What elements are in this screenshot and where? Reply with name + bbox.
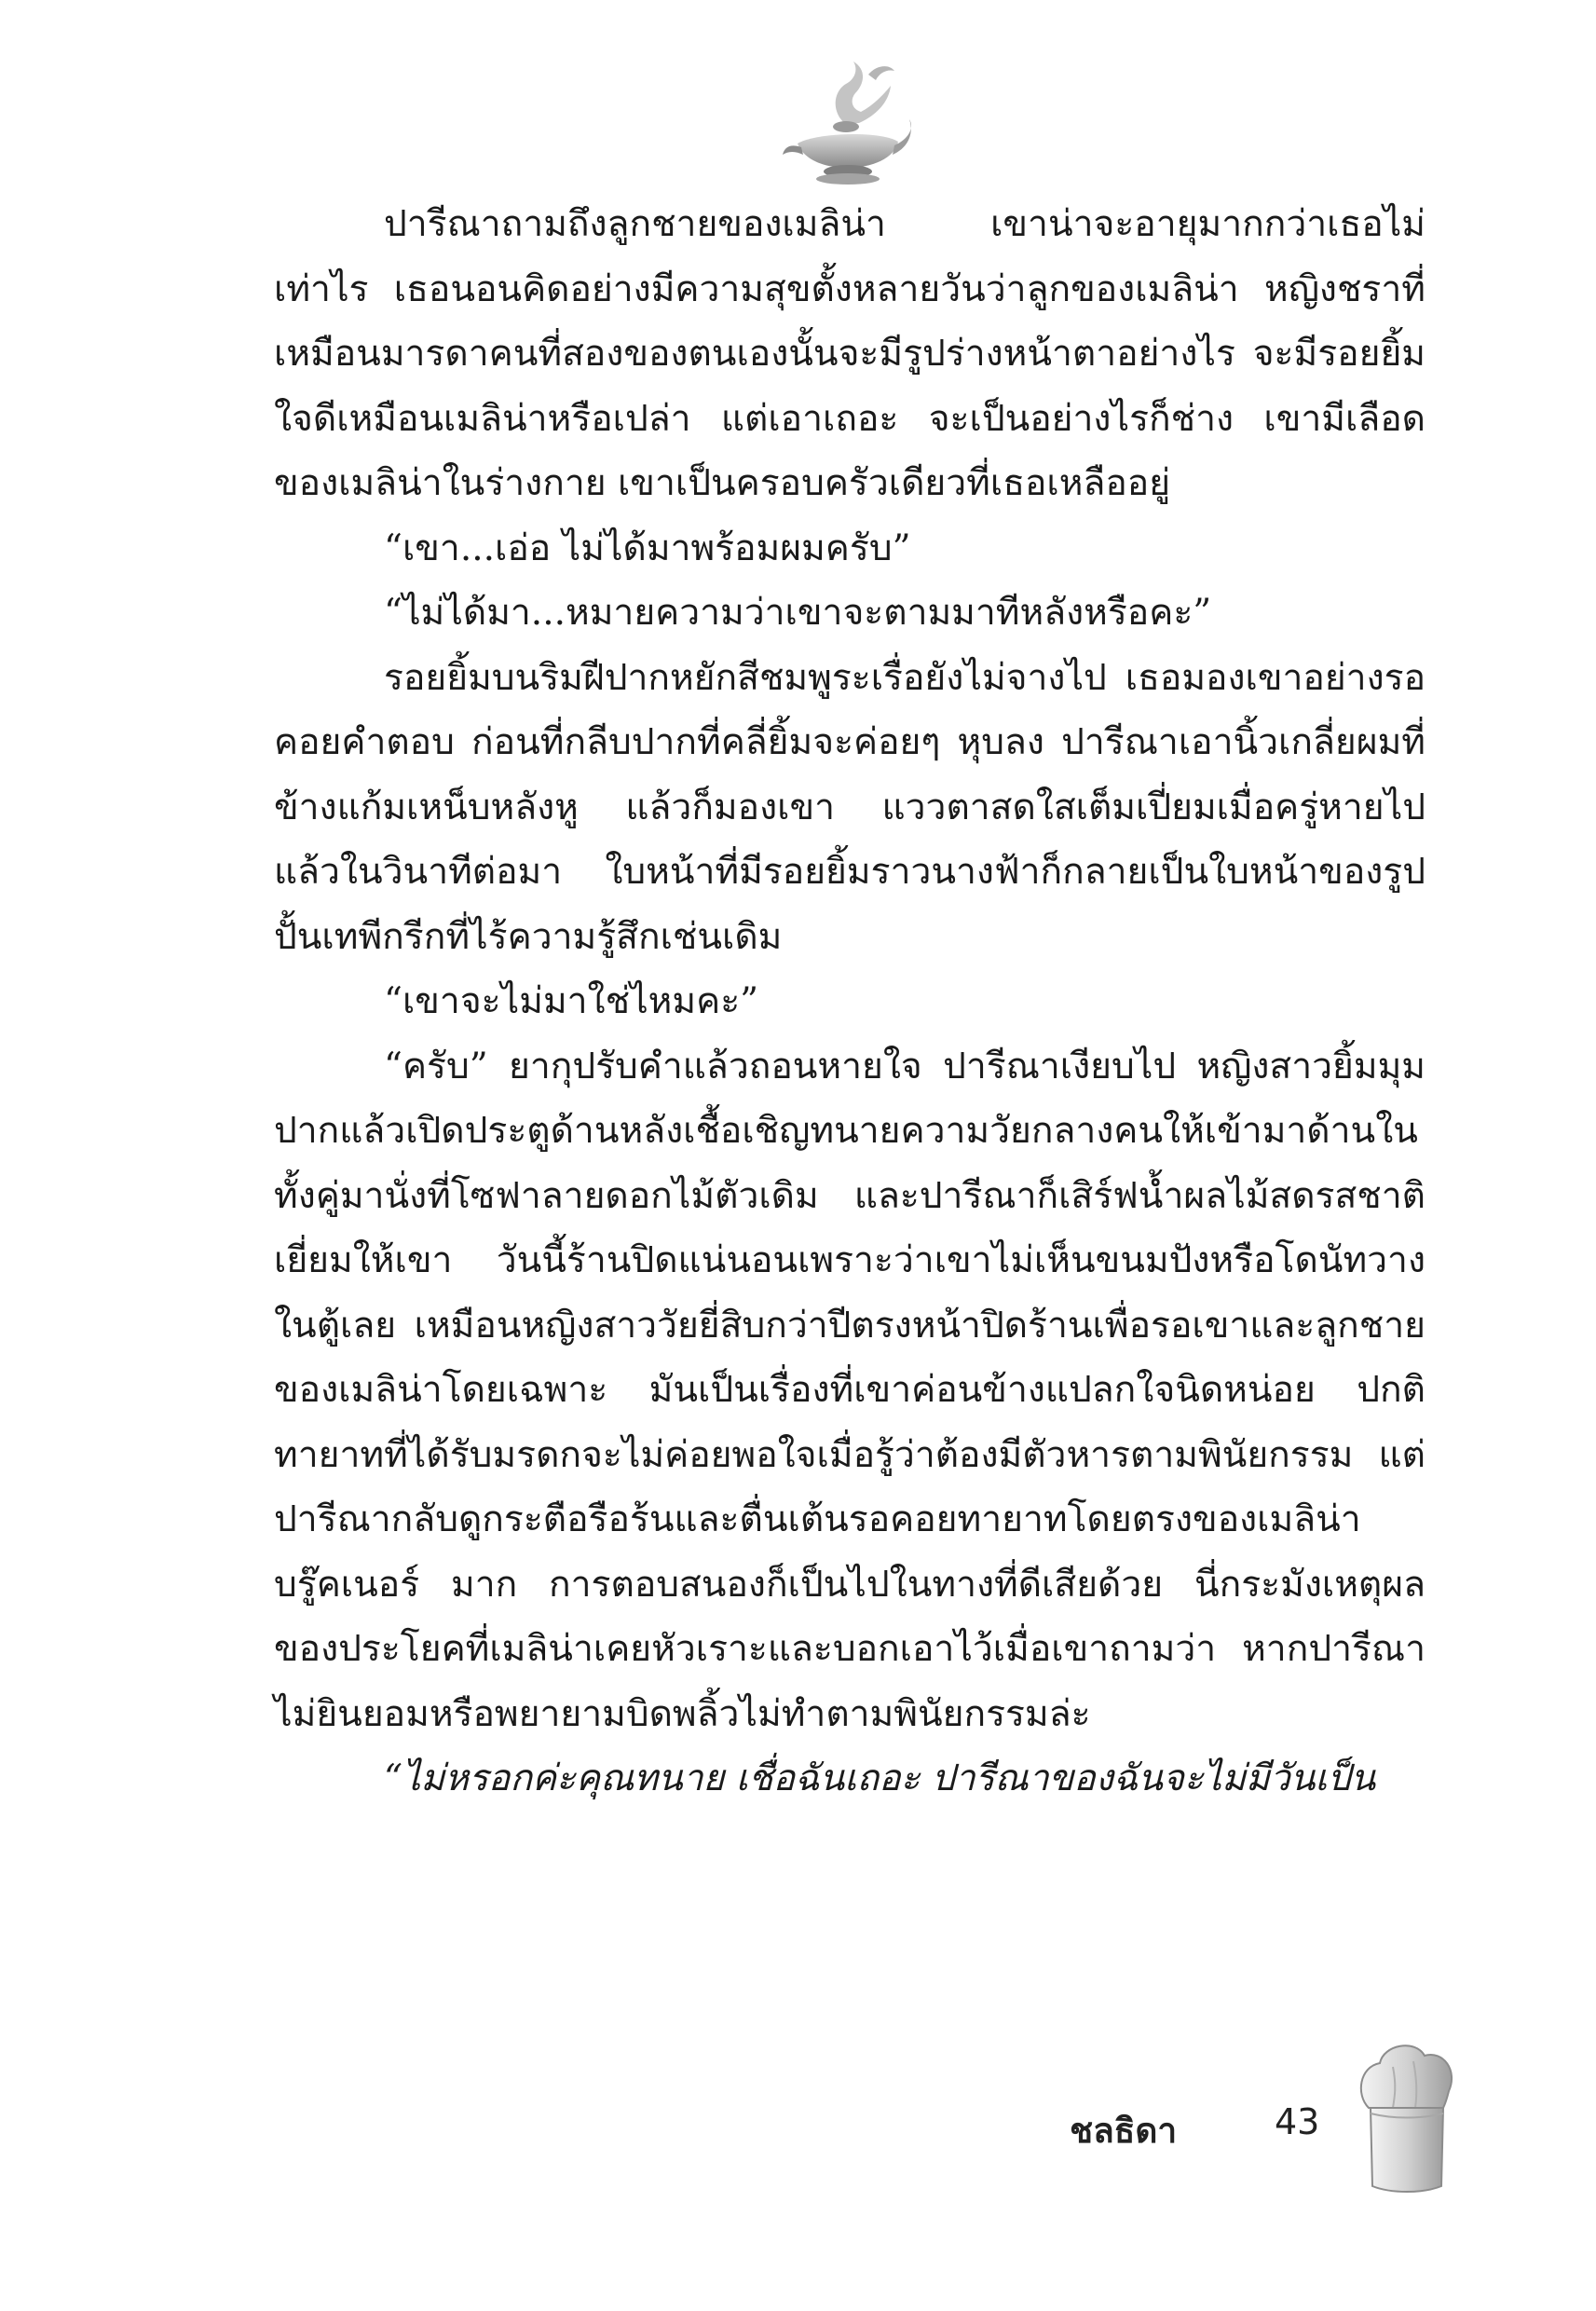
page-number: 43 [1275, 2101, 1320, 2142]
genie-lamp-icon [779, 58, 919, 188]
paragraph: รอยยิ้มบนริมฝีปากหยักสีชมพูระเรื่อยังไม่จางไป เธอมองเขาอย่างรอคอยคำตอบ ก่อนที่กลีบปากที่คลี่ยิ้มจะค่อยๆ หุบลง ปารีณาเอานิ้วเกลี่ยผมที่ข้างแก้มเหน็บหลังหู แล้วก็มองเขา แววตาสดใสเต็มเปี่ยมเมื่อครู่หายไป แล้วในวินาทีต่อมา ใบหน้าที่มีรอยยิ้มราวนางฟ้าก็กลายเป็นใบหน้าของรูปปั้นเทพีกรีกที่ไร้ความรู้สึกเช่นเดิม [274, 656, 1425, 958]
chef-hat-icon [1356, 2039, 1458, 2197]
dialogue-line: “ไม่ได้มา...หมายความว่าเขาจะตามมาทีหลังหรือคะ” [384, 592, 1212, 634]
dialogue-line: “เขา...เอ่อ ไม่ได้มาพร้อมผมครับ” [384, 526, 911, 569]
italic-quote-line: “ไม่หรอกค่ะคุณทนาย เชื่อฉันเถอะ ปารีณาของฉันจะไม่มีวันเป็น [384, 1757, 1376, 1799]
paragraph: ปารีณาถามถึงลูกชายของเมลิน่า เขาน่าจะอายุมากกว่าเธอไม่เท่าไร เธอนอนคิดอย่างมีความสุขตั้งหลายวันว่าลูกของเมลิน่า หญิงชราที่เหมือนมารดาคนที่สองของตนเองนั้นจะมีรูปร่างหน้าตาอย่างไร จะมีรอยยิ้มใจดีเหมือนเมลิน่าหรือเปล่า แต่เอาเถอะ จะเป็นอย่างไรก็ช่าง เขามีเลือดของเมลิน่าในร่างกาย เขาเป็นครอบครัวเดียวที่เธอเหลืออยู่ [274, 203, 1425, 504]
dialogue-line: “เขาจะไม่มาใช่ไหมคะ” [384, 980, 759, 1022]
page-body-text [274, 192, 1425, 1812]
footer-author-name: ชลธิดา [1070, 2111, 1178, 2151]
paragraph: “ครับ” ยากุปรับคำแล้วถอนหายใจ ปารีณาเงียบไป หญิงสาวยิ้มมุมปากแล้วเปิดประตูด้านหลังเชื้อเชิญทนายความวัยกลางคนให้เข้ามาด้านใน ทั้งคู่มานั่งที่โซฟาลายดอกไม้ตัวเดิม และปารีณาก็เสิร์ฟน้ำผลไม้สดรสชาติเยี่ยมให้เขา วันนี้ร้านปิดแน่นอนเพราะว่าเขาไม่เห็นขนมปังหรือโดนัทวางในตู้เลย เหมือนหญิงสาววัยยี่สิบกว่าปีตรงหน้าปิดร้านเพื่อรอเขาและลูกชายของเมลิน่าโดยเฉพาะ มันเป็นเรื่องที่เขาค่อนข้างแปลกใจนิดหน่อย ปกติทายาทที่ได้รับมรดกจะไม่ค่อยพอใจเมื่อรู้ว่าต้องมีตัวหารตามพินัยกรรม แต่ปารีณากลับดูกระตือรือร้นและตื่นเต้นรอคอยทายาทโดยตรงของเมลิน่า บรู๊คเนอร์ มาก การตอบสนองก็เป็นไปในทางที่ดีเสียด้วย นี่กระมังเหตุผลของประโยคที่เมลิน่าเคยหัวเราะและบอกเอาไว้เมื่อเขาถามว่า หากปารีณาไม่ยินยอมหรือพยายามบิดพลิ้วไม่ทำตามพินัยกรรมล่ะ [274, 1045, 1425, 1735]
